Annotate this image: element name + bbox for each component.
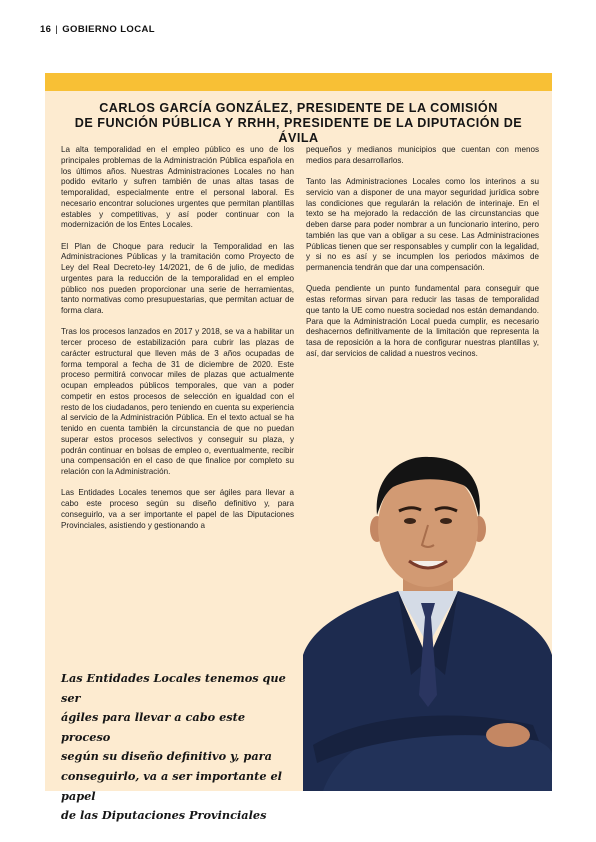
right-column <box>306 145 539 370</box>
quote-line-3: según su diseño definitivo y, para <box>61 749 272 764</box>
left-column <box>61 145 294 542</box>
paragraph: Las Entidades Locales tenemos que ser ágiles para llevar a cabo este proceso según su diseño definitivo y, para conseguirlo, va a ser importante el papel de las Diputaciones Provinciales, asistiendo y gestionando a <box>61 488 294 530</box>
headline-line-1: CARLOS GARCÍA GONZÁLEZ, PRESIDENTE DE LA COMISIÓN <box>99 101 498 115</box>
quote-line-4: conseguirlo, va a ser importante el papel <box>61 768 282 803</box>
accent-bar <box>45 73 552 91</box>
article-headline <box>55 101 542 146</box>
article-panel <box>45 73 552 823</box>
page-header <box>40 24 155 35</box>
header-separator: | <box>55 24 59 35</box>
quote-line-2: ágiles para llevar a cabo este proceso <box>61 710 246 744</box>
paragraph: El Plan de Choque para reducir la Temporalidad en las Administraciones Públicas y la tramitación como Proyecto de Ley del Real Decreto-ley 14/2021, de 6 de julio, de medidas urgentes para la reducción de la temporalidad en el empleo público nos pueden proporcionar una serie de herramientas, tanto normativas como presupuestarias, que permitan actuar de forma clara. <box>61 241 294 315</box>
quote-line-1: Las Entidades Locales tenemos que ser <box>61 671 286 705</box>
section-title: GOBIERNO LOCAL <box>62 24 155 35</box>
headline-line-2: DE FUNCIÓN PÚBLICA Y RRHH, PRESIDENTE DE LA DIPUTACIÓN DE ÁVILA <box>74 116 523 145</box>
page-number: 16 <box>40 24 52 35</box>
paragraph: Queda pendiente un punto fundamental para conseguir que estas reformas sirvan para reducir las tasas de temporalidad que tanto la UE como nuestra sociedad nos están demandando. Para que la Administración Local pueda cumplir, es necesario deshacernos definitivamente de la limitación que representa la tasa de reposición a la hora de configurar nuestras plantillas y, así, dar servicios de calidad a nuestros vecinos. <box>306 284 539 358</box>
paragraph: pequeños y medianos municipios que cuentan con menos medios para desarrollarlos. <box>306 145 539 165</box>
quote-line-5: de las Diputaciones Provinciales <box>61 808 267 823</box>
paragraph: Tanto las Administraciones Locales como los interinos a su servicio van a disponer de una mayor seguridad jurídica sobre las condiciones que regularán la relación de interinaje. En el texto se ha mejorado la redacción de las circunstancias que deben darse para poder nombrar a un funcionario interino, pero también las que van a obligar a su cese. Las Administraciones Públicas tienen que ser responsables y cumplir con la legalidad, y si no es así y se incumplen los periodos máximos de permanencia tendrán que dar una compensación. <box>306 177 539 272</box>
pull-quote <box>61 669 293 826</box>
portrait-photo <box>303 445 552 791</box>
paragraph: Tras los procesos lanzados en 2017 y 2018, se va a habilitar un tercer proceso de estabilización para cubrir las plazas de carácter estructural que lleven más de 3 años ocupadas de forma temporal a fecha de 31 de diciembre de 2020. Este proceso permitirá convocar miles de plazas que actualmente ocupan empleados públicos temporales, que van a poder competir en estos procesos de selección en igualdad con el resto de los ciudadanos, pero teniendo en cuenta su experiencia al servicio de la Administración Pública. En el texto actual se ha tenido en cuenta también la circunstancia de que no puedan superar estos procesos selectivos y conseguir su plaza, y podrán continuar en bolsas de empleo o, eventualmente, recibir una compensación en el caso de que finalice por completo su relación con la Administración. <box>61 327 294 476</box>
paragraph: La alta temporalidad en el empleo público es uno de los principales problemas de la Administración Pública española en los últimos años. Nuestras Administraciones Locales no han podido evitarlo y sufren también de unas altas tasas de temporalidad, especialmente entre el personal laboral. Es necesario encontrar soluciones urgentes que permitan plantillas estables y competitivas, y así poder continuar con la modernización de los Entes Locales. <box>61 145 294 230</box>
